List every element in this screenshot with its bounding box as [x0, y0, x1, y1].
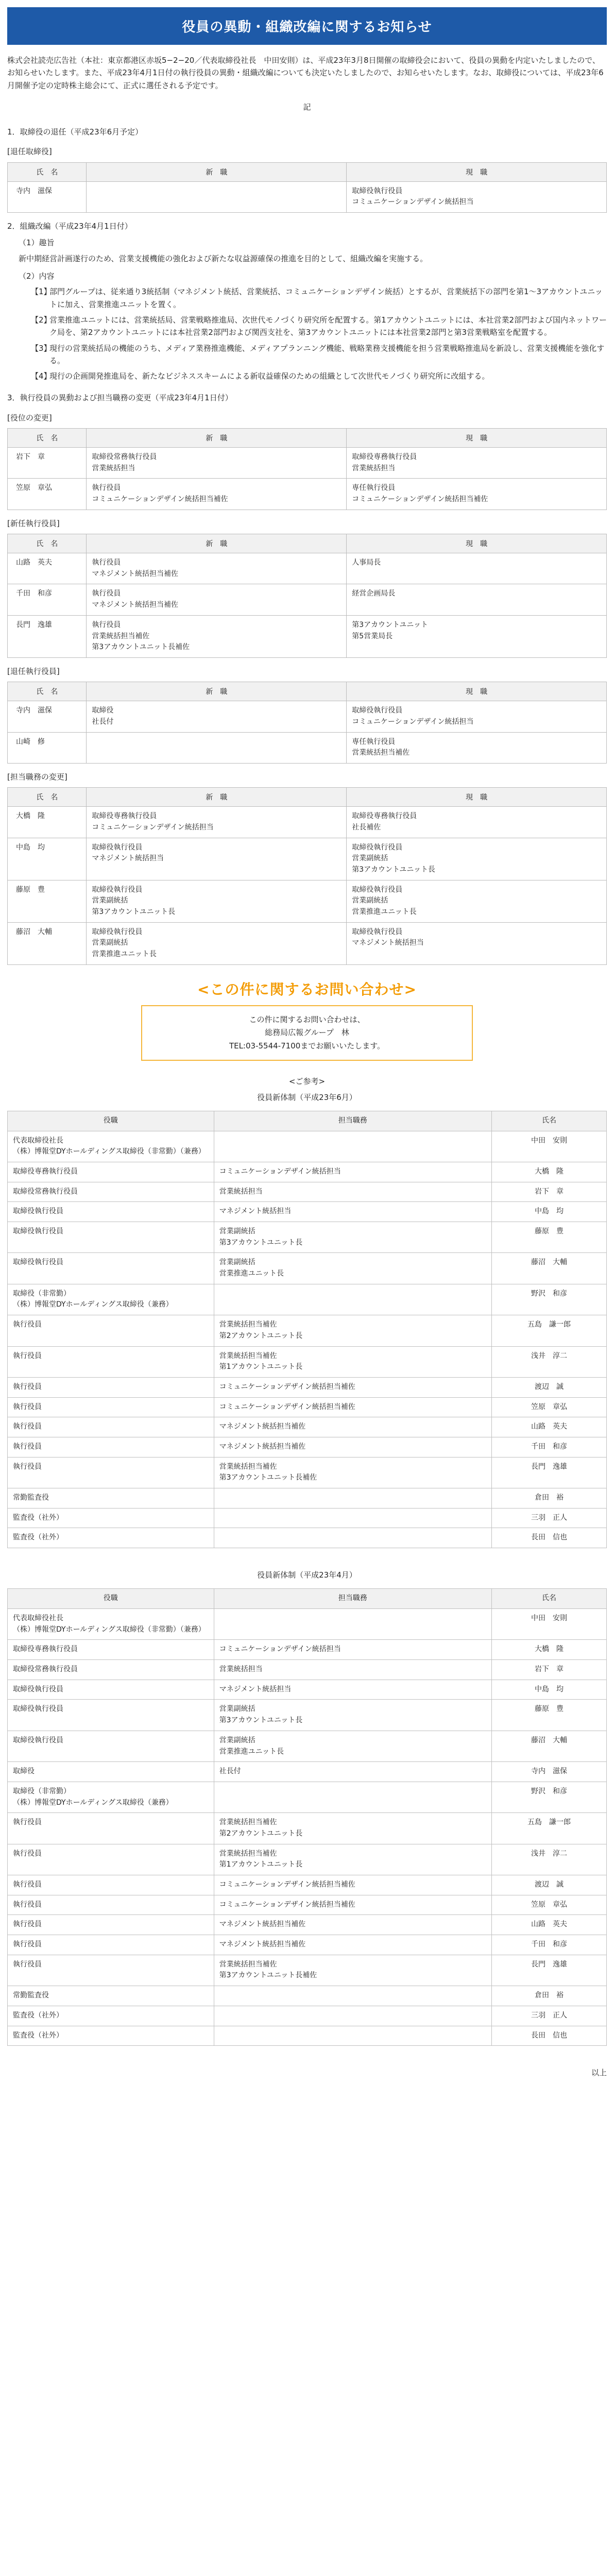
cell-position: 執行役員	[8, 1955, 214, 1986]
reference-subtitle: 役員新体制（平成23年4月）	[257, 1570, 357, 1580]
table-row	[8, 1397, 607, 1417]
cell-current-position: 経営企画局長	[347, 584, 607, 615]
cell-position: 執行役員	[8, 1397, 214, 1417]
cell-current-position: 取締役執行役員 コミュニケーションデザイン統括担当	[347, 181, 607, 212]
cell-current-position: 取締役執行役員 マネジメント統括担当	[347, 922, 607, 964]
cell-name	[8, 922, 87, 964]
cell-duty: マネジメント統括担当補佐	[214, 1915, 491, 1935]
cell-name: 山路 英夫	[491, 1417, 606, 1437]
cell-duty: 社長付	[214, 1762, 491, 1782]
cell-name	[8, 553, 87, 584]
cell-name: 笠原 章弘	[491, 1397, 606, 1417]
cell-name: 山路 英夫	[491, 1915, 606, 1935]
contact-line: TEL:03-5544-7100までお願いいたします。	[229, 1041, 385, 1050]
table-row	[8, 1488, 607, 1509]
cell-duty	[214, 2006, 491, 2026]
cell-current-position: 人事局長	[347, 553, 607, 584]
table-row	[8, 1762, 607, 1782]
col-header: 新 職	[87, 534, 347, 553]
section-3-heading: 3．執行役員の異動および担当職務の変更（平成23年4月1日付）	[7, 393, 233, 403]
cell-name: 長田 信也	[491, 2026, 606, 2046]
cell-name	[8, 181, 87, 212]
cell-duty	[214, 1284, 491, 1315]
table-row	[8, 1131, 607, 1162]
cell-duty: 営業統括担当補佐 第2アカウントユニット長	[214, 1813, 491, 1844]
table-row	[8, 1731, 607, 1761]
officer-change-table	[7, 787, 607, 965]
person-name: 中島 均	[16, 843, 45, 852]
table-row	[8, 1253, 607, 1284]
cell-name: 五島 謙一郎	[491, 1813, 606, 1844]
cell-position: 取締役執行役員	[8, 1202, 214, 1222]
cell-name: 藤原 豊	[491, 1700, 606, 1731]
cell-current-position: 取締役専務執行役員 社長補佐	[347, 807, 607, 838]
col-header: 現 職	[347, 429, 607, 448]
item-text: 現行の営業統括局の機能のうち、メディア業務推進機能、メディアプランニング機能、戦略業務支援機能を担う営業戦略推進局を新設し、営業支援機能を強化する。	[49, 343, 605, 365]
cell-position: 取締役常務執行役員	[8, 1182, 214, 1202]
col-header-name: 氏 名	[8, 162, 87, 181]
cell-duty: コミュニケーションデザイン統括担当補佐	[214, 1895, 491, 1915]
person-name: 岩下 章	[16, 453, 45, 462]
table-row	[8, 1680, 607, 1700]
col-header: 氏 名	[8, 429, 87, 448]
cell-position: 執行役員	[8, 1844, 214, 1875]
table-row	[8, 1528, 607, 1548]
cell-position: 取締役執行役員	[8, 1253, 214, 1284]
officer-change-table	[7, 534, 607, 658]
section-2-sub-purpose: （1）趣旨	[19, 238, 55, 248]
cell-name: 中田 安則	[491, 1131, 606, 1162]
cell-duty: 営業副統括 営業推進ユニット長	[214, 1253, 491, 1284]
table-row	[8, 1162, 607, 1182]
officer-structure-table	[7, 1588, 607, 2046]
table-row	[8, 1284, 607, 1315]
table-row	[8, 1609, 607, 1640]
table-row	[8, 880, 607, 922]
cell-name: 千田 和彦	[491, 1935, 606, 1955]
cell-new-position: 取締役 社長付	[87, 701, 347, 732]
ki-marker: 記	[303, 102, 311, 112]
table-row	[8, 1782, 607, 1812]
col-header: 新 職	[87, 682, 347, 701]
table-row	[8, 615, 607, 657]
contact-heading: <この件に関するお問い合わせ>	[197, 980, 417, 998]
cell-name	[8, 448, 87, 479]
cell-name: 岩下 章	[491, 1660, 606, 1680]
content-item	[7, 285, 607, 311]
table-row	[8, 1813, 607, 1844]
cell-duty: 営業統括担当補佐 第2アカウントユニット長	[214, 1315, 491, 1346]
cell-name: 浅井 淳二	[491, 1346, 606, 1377]
col-header: 現 職	[347, 788, 607, 807]
contact-box	[141, 1005, 473, 1061]
table-row	[8, 1417, 607, 1437]
cell-position: 執行役員	[8, 1813, 214, 1844]
item-text: 部門グループは、従来通り3統括制（マネジメント統括、営業統括、コミュニケーションデザイン統括）とするが、営業統括下の部門を第1〜3アカウントユニットに加え、営業推進ユニットを置く。	[49, 287, 603, 309]
cell-name: 千田 和彦	[491, 1437, 606, 1457]
contact-line: 総務局広報グループ 林	[265, 1028, 349, 1038]
retiring-director-table	[7, 162, 607, 213]
cell-name: 野沢 和彦	[491, 1782, 606, 1812]
cell-new-position: 取締役執行役員 マネジメント統括担当	[87, 838, 347, 880]
cell-duty	[214, 1986, 491, 2006]
cell-position: 執行役員	[8, 1377, 214, 1397]
cell-position: 執行役員	[8, 1935, 214, 1955]
cell-new-position: 執行役員 マネジメント統括担当補佐	[87, 553, 347, 584]
cell-name: 五島 謙一郎	[491, 1315, 606, 1346]
table-row	[8, 1935, 607, 1955]
cell-duty: コミュニケーションデザイン統括担当	[214, 1162, 491, 1182]
col-header: 現 職	[347, 534, 607, 553]
cell-duty: マネジメント統括担当	[214, 1680, 491, 1700]
cell-duty: 営業統括担当補佐 第3アカウントユニット長補佐	[214, 1955, 491, 1986]
cell-duty: マネジメント統括担当補佐	[214, 1935, 491, 1955]
table-row	[8, 181, 607, 212]
section-2-items	[7, 285, 607, 382]
cell-name: 倉田 裕	[491, 1488, 606, 1509]
content-item	[7, 370, 607, 382]
section-1-label: [退任取締役]	[7, 147, 52, 157]
person-name: 寺内 滋保	[16, 187, 52, 195]
cell-duty: 営業副統括 営業推進ユニット長	[214, 1731, 491, 1761]
cell-new-position: 取締役常務執行役員 営業統括担当	[87, 448, 347, 479]
col-header: 役職	[8, 1111, 214, 1131]
item-number: 【2】	[31, 315, 52, 325]
cell-duty: 営業統括担当	[214, 1182, 491, 1202]
table-row	[8, 1955, 607, 1986]
person-name: 千田 和彦	[16, 589, 52, 598]
table-label: [担当職務の変更]	[7, 772, 67, 782]
cell-position: 執行役員	[8, 1895, 214, 1915]
cell-name	[8, 880, 87, 922]
table-row	[8, 1182, 607, 1202]
section-1-heading: 1．取締役の退任（平成23年6月予定）	[7, 127, 143, 137]
cell-name: 中島 均	[491, 1202, 606, 1222]
table-row	[8, 479, 607, 510]
cell-duty: コミュニケーションデザイン統括担当補佐	[214, 1377, 491, 1397]
cell-duty	[214, 1131, 491, 1162]
cell-new-position: 取締役専務執行役員 コミュニケーションデザイン統括担当	[87, 807, 347, 838]
table-row	[8, 2026, 607, 2046]
cell-position: 執行役員	[8, 1417, 214, 1437]
cell-name: 藤原 豊	[491, 1222, 606, 1253]
cell-position: 執行役員	[8, 1915, 214, 1935]
cell-name: 中田 安則	[491, 1609, 606, 1640]
table-row	[8, 1222, 607, 1253]
col-header: 担当職務	[214, 1589, 491, 1609]
section-2-heading: 2．組織改編（平成23年4月1日付）	[7, 222, 132, 231]
officer-change-table	[7, 682, 607, 764]
cell-duty	[214, 1609, 491, 1640]
person-name: 藤原 豊	[16, 885, 45, 894]
intro-paragraph: 株式会社読売広告社（本社：東京都港区赤坂5−2−20／代表取締役社長 中田安則）は、平成23年3月8日開催の取締役会において、役員の異動を内定いたしましたので、お知らせいたします。また、平成23年4月1日付の執行役員の異動・組織改編についても決定いたしましたので、お知らせいたします。なお、取締役については、平成23年6月開催予定の定時株主総会にて、正式に選任される予定です。	[7, 56, 604, 90]
document	[0, 7, 614, 2090]
section-2-sub-content: （2）内容	[19, 272, 55, 281]
table-row	[8, 1915, 607, 1935]
cell-new-position	[87, 181, 347, 212]
cell-name	[8, 615, 87, 657]
cell-duty: マネジメント統括担当補佐	[214, 1417, 491, 1437]
cell-position: 取締役執行役員	[8, 1222, 214, 1253]
table-row	[8, 1660, 607, 1680]
cell-position: 取締役	[8, 1762, 214, 1782]
reference-tables	[7, 1091, 607, 2046]
cell-duty: マネジメント統括担当	[214, 1202, 491, 1222]
cell-name: 三羽 正人	[491, 1508, 606, 1528]
item-text: 現行の企画開発推進局を、新たなビジネススキームによる新収益確保のための組織として次世代モノづくり研究所に改組する。	[49, 371, 490, 381]
content-item	[7, 314, 607, 339]
col-header-new: 新 職	[87, 162, 347, 181]
reference-subtitle: 役員新体制（平成23年6月）	[257, 1092, 357, 1102]
cell-position: 取締役専務執行役員	[8, 1162, 214, 1182]
cell-new-position	[87, 732, 347, 763]
item-text: 営業推進ユニットには、営業統括局、営業戦略推進局、次世代モノづくり研究所を配置する。第1アカウントユニットには、本社営業2部門および国内ネットワーク局を、第2アカウントユニットには本社営業2部門および関西支社を、第3アカウントユニットには本社営業2部門と第3営業戦略室を配置する。	[49, 315, 607, 337]
cell-duty: コミュニケーションデザイン統括担当補佐	[214, 1875, 491, 1895]
cell-new-position: 取締役執行役員 営業副統括 営業推進ユニット長	[87, 922, 347, 964]
table-row	[8, 448, 607, 479]
cell-name: 藤沼 大輔	[491, 1731, 606, 1761]
table-row	[8, 1508, 607, 1528]
cell-name: 寺内 滋保	[491, 1762, 606, 1782]
item-number: 【3】	[31, 343, 52, 353]
table-row	[8, 1700, 607, 1731]
person-name: 藤沼 大輔	[16, 927, 52, 936]
col-header: 新 職	[87, 429, 347, 448]
table-label: [役位の変更]	[7, 413, 52, 422]
col-header: 氏名	[491, 1111, 606, 1131]
cell-position: 監査役（社外）	[8, 2026, 214, 2046]
cell-duty	[214, 1488, 491, 1509]
cell-name	[8, 838, 87, 880]
cell-position: 監査役（社外）	[8, 1528, 214, 1548]
cell-name: 中島 均	[491, 1680, 606, 1700]
cell-position: 取締役（非常勤） （株）博報堂DYホールディングス取締役（兼務）	[8, 1782, 214, 1812]
table-row	[8, 1457, 607, 1488]
cell-duty	[214, 1528, 491, 1548]
table-row	[8, 701, 607, 732]
cell-duty: 営業副統括 第3アカウントユニット長	[214, 1700, 491, 1731]
section-2-purpose-text: 新中期経営計画遂行のため、営業支援機能の強化および新たな収益源確保の推進を目的として、組織改編を実施する。	[19, 253, 428, 263]
cell-duty: 営業統括担当	[214, 1660, 491, 1680]
cell-name: 長門 逸雄	[491, 1955, 606, 1986]
col-header: 氏 名	[8, 534, 87, 553]
cell-name: 大橋 隆	[491, 1162, 606, 1182]
table-label: [退任執行役員]	[7, 666, 60, 676]
cell-duty: 営業統括担当補佐 第1アカウントユニット長	[214, 1346, 491, 1377]
cell-current-position: 第3アカウントユニット 第5営業局長	[347, 615, 607, 657]
cell-duty: 営業副統括 第3アカウントユニット長	[214, 1222, 491, 1253]
table-row	[8, 584, 607, 615]
cell-position: 取締役（非常勤） （株）博報堂DYホールディングス取締役（兼務）	[8, 1284, 214, 1315]
table-row	[8, 1346, 607, 1377]
cell-position: 執行役員	[8, 1346, 214, 1377]
cell-position: 取締役執行役員	[8, 1680, 214, 1700]
table-row	[8, 1202, 607, 1222]
col-header: 担当職務	[214, 1111, 491, 1131]
cell-name: 藤沼 大輔	[491, 1253, 606, 1284]
cell-duty: マネジメント統括担当補佐	[214, 1437, 491, 1457]
col-header: 氏名	[491, 1589, 606, 1609]
contact-line: この件に関するお問い合わせは、	[249, 1014, 365, 1024]
cell-position: 執行役員	[8, 1437, 214, 1457]
item-number: 【4】	[31, 371, 52, 381]
content-item	[7, 342, 607, 367]
cell-name: 岩下 章	[491, 1182, 606, 1202]
col-header: 役職	[8, 1589, 214, 1609]
cell-duty	[214, 1782, 491, 1812]
cell-name: 長田 信也	[491, 1528, 606, 1548]
section-3-tables	[7, 412, 607, 965]
cell-position: 監査役（社外）	[8, 1508, 214, 1528]
cell-name: 笠原 章弘	[491, 1895, 606, 1915]
cell-duty: コミュニケーションデザイン統括担当補佐	[214, 1397, 491, 1417]
col-header: 現 職	[347, 682, 607, 701]
cell-new-position: 執行役員 営業統括担当補佐 第3アカウントユニット長補佐	[87, 615, 347, 657]
cell-name: 渡辺 誠	[491, 1875, 606, 1895]
table-row	[8, 1986, 607, 2006]
cell-name: 浅井 淳二	[491, 1844, 606, 1875]
cell-name	[8, 807, 87, 838]
cell-name: 渡辺 誠	[491, 1377, 606, 1397]
cell-position: 執行役員	[8, 1457, 214, 1488]
officer-change-table	[7, 428, 607, 510]
cell-name: 三羽 正人	[491, 2006, 606, 2026]
person-name: 寺内 滋保	[16, 706, 52, 715]
table-row	[8, 1875, 607, 1895]
cell-duty: コミュニケーションデザイン統括担当	[214, 1640, 491, 1660]
cell-duty: 営業統括担当補佐 第1アカウントユニット長	[214, 1844, 491, 1875]
cell-name	[8, 584, 87, 615]
table-row	[8, 922, 607, 964]
cell-name	[8, 479, 87, 510]
page-title: 役員の異動・組織改編に関するお知らせ	[7, 7, 607, 45]
table-row	[8, 2006, 607, 2026]
cell-position: 執行役員	[8, 1315, 214, 1346]
table-row	[8, 838, 607, 880]
cell-current-position: 専任執行役員 営業統括担当補佐	[347, 732, 607, 763]
cell-current-position: 取締役専務執行役員 営業統括担当	[347, 448, 607, 479]
cell-name: 倉田 裕	[491, 1986, 606, 2006]
cell-position: 常勤監査役	[8, 1986, 214, 2006]
cell-position: 取締役執行役員	[8, 1700, 214, 1731]
col-header: 氏 名	[8, 682, 87, 701]
officer-structure-table	[7, 1111, 607, 1548]
col-header: 氏 名	[8, 788, 87, 807]
cell-position: 常勤監査役	[8, 1488, 214, 1509]
cell-current-position: 専任執行役員 コミュニケーションデザイン統括担当補佐	[347, 479, 607, 510]
table-label: [新任執行役員]	[7, 518, 60, 528]
cell-duty: 営業統括担当補佐 第3アカウントユニット長補佐	[214, 1457, 491, 1488]
person-name: 山路 英夫	[16, 558, 52, 567]
cell-position: 取締役執行役員	[8, 1731, 214, 1761]
cell-current-position: 取締役執行役員 営業副統括 営業推進ユニット長	[347, 880, 607, 922]
person-name: 笠原 章弘	[16, 484, 52, 493]
item-number: 【1】	[31, 287, 52, 297]
reference-title: <ご参考>	[288, 1077, 326, 1087]
cell-position: 取締役専務執行役員	[8, 1640, 214, 1660]
cell-new-position: 執行役員 マネジメント統括担当補佐	[87, 584, 347, 615]
table-row	[8, 1377, 607, 1397]
table-row	[8, 1895, 607, 1915]
table-row	[8, 1640, 607, 1660]
cell-position: 代表取締役社長 （株）博報堂DYホールディングス取締役（非常勤）（兼務）	[8, 1609, 214, 1640]
cell-position: 監査役（社外）	[8, 2006, 214, 2026]
table-row	[8, 1437, 607, 1457]
person-name: 山崎 修	[16, 737, 45, 746]
person-name: 長門 逸雄	[16, 620, 52, 629]
cell-name	[8, 701, 87, 732]
cell-name: 長門 逸雄	[491, 1457, 606, 1488]
table-row	[8, 807, 607, 838]
cell-name: 野沢 和彦	[491, 1284, 606, 1315]
cell-name	[8, 732, 87, 763]
table-row	[8, 732, 607, 763]
cell-name: 大橋 隆	[491, 1640, 606, 1660]
closing-mark: 以上	[591, 2068, 607, 2078]
cell-position: 執行役員	[8, 1875, 214, 1895]
person-name: 大橋 隆	[16, 812, 45, 821]
table-row	[8, 1315, 607, 1346]
col-header-current: 現 職	[347, 162, 607, 181]
cell-position: 取締役常務執行役員	[8, 1660, 214, 1680]
cell-current-position: 取締役執行役員 営業副統括 第3アカウントユニット長	[347, 838, 607, 880]
cell-duty	[214, 1508, 491, 1528]
cell-current-position: 取締役執行役員 コミュニケーションデザイン統括担当	[347, 701, 607, 732]
cell-new-position: 取締役執行役員 営業副統括 第3アカウントユニット長	[87, 880, 347, 922]
col-header: 新 職	[87, 788, 347, 807]
cell-duty	[214, 2026, 491, 2046]
cell-position: 代表取締役社長 （株）博報堂DYホールディングス取締役（非常勤）（兼務）	[8, 1131, 214, 1162]
table-row	[8, 553, 607, 584]
table-row	[8, 1844, 607, 1875]
cell-new-position: 執行役員 コミュニケーションデザイン統括担当補佐	[87, 479, 347, 510]
